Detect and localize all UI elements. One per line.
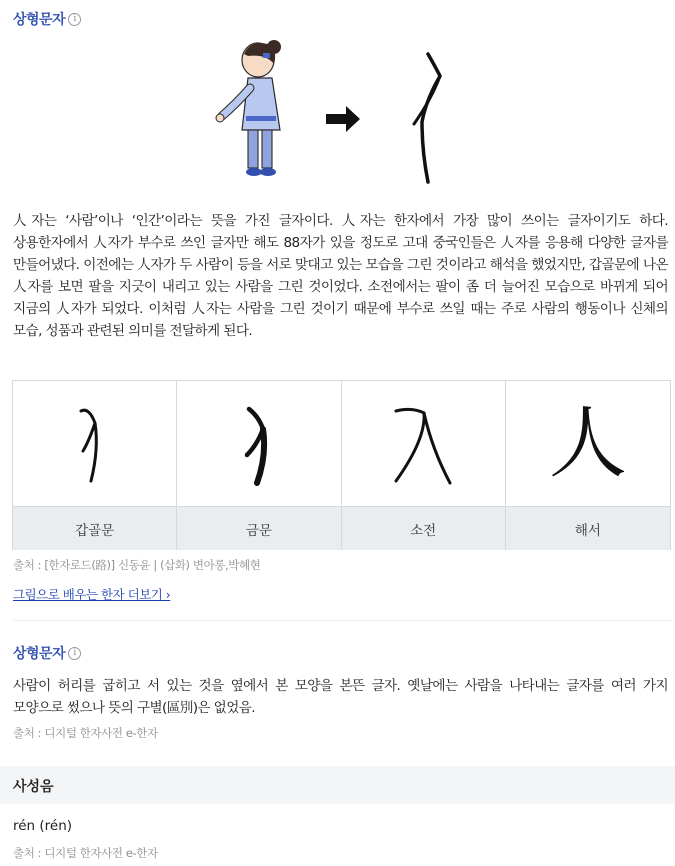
pinyin-reading: rén (rén) [13, 818, 73, 834]
right-arrow-icon [326, 106, 360, 132]
section-title-pictograph-2 [13, 643, 81, 663]
stage-label-seal: 소전 [342, 506, 506, 550]
stage-cell-bronze [177, 381, 341, 506]
definition-paragraph: 사람이 허리를 굽히고 서 있는 것을 옆에서 본 모양을 본뜬 글자. 옛날에는 사람을 나타내는 글자를 여러 가지 모양으로 썼으나 뜻의 구별(區別)은 없었음. [13, 678, 668, 716]
source-text: 출처 : [한자로드(路)] 신동윤 | (삽화) 변아롱,박혜현 [13, 558, 261, 572]
bronze-glyph-icon [229, 399, 289, 489]
stage-label-bronze: 금문 [177, 506, 341, 550]
source-text: 출처 : 디지털 한자사전 e-한자 [13, 846, 158, 860]
section-title-pictograph [13, 9, 81, 29]
oracle-glyph-icon [414, 54, 440, 182]
info-icon[interactable]: i [68, 13, 81, 26]
stage-cell-regular [506, 381, 670, 506]
stage-label-oracle: 갑골문 [13, 506, 177, 550]
seal-glyph-icon [388, 399, 458, 489]
regular-script-glyph: 人 [548, 398, 627, 489]
section-title-text: 상형문자 [13, 12, 66, 28]
person-illustration [200, 32, 480, 192]
script-stage-table [12, 380, 671, 550]
oracle-bone-glyph-icon [65, 399, 125, 489]
more-hanja-link[interactable]: 그림으로 배우는 한자 더보기 › [13, 587, 171, 602]
section-divider [13, 620, 671, 621]
stage-cell-seal [342, 381, 506, 506]
person-figure-icon [216, 40, 281, 176]
tone-section-title: 사성음 [13, 779, 54, 795]
stage-label-regular: 해서 [506, 506, 670, 550]
info-icon[interactable]: i [68, 647, 81, 660]
tone-section-header [0, 766, 675, 804]
stage-cell-oracle [13, 381, 177, 506]
section-title-text: 상형문자 [13, 646, 66, 662]
description-paragraph: 人자는 ‘사람’이나 ‘인간’이라는 뜻을 가진 글자이다. 人자는 한자에서 가장 많이 쓰이는 글자이기도 하다. 상용한자에서 人자가 부수로 쓰인 글자만 해도 88자가 있을 정도로 고대 중국인들은 人자를 응용해 다양한 글자를 만들어냈다. 이전에는 人자가 두 사람이 등을 서로 맞대고 있는 모습을 그린 것이라고 해석을 했었지만, 갑골문에 나온 人자를 보면 팔을 지긋이 내리고 있는 사람을 그린 것이었다. 소전에서는 팔이 좀 더 늘어진 모습으로 바뀌게 되어 지금의 人자가 되었다. 이처럼 人자는 사람을 그린 것이기 때문에 부수로 쓰일 때는 주로 사람의 행동이나 신체의 모습, 성품과 관련된 의미를 전달하게 된다. [13, 213, 668, 339]
source-text: 출처 : 디지털 한자사전 e-한자 [13, 726, 158, 740]
